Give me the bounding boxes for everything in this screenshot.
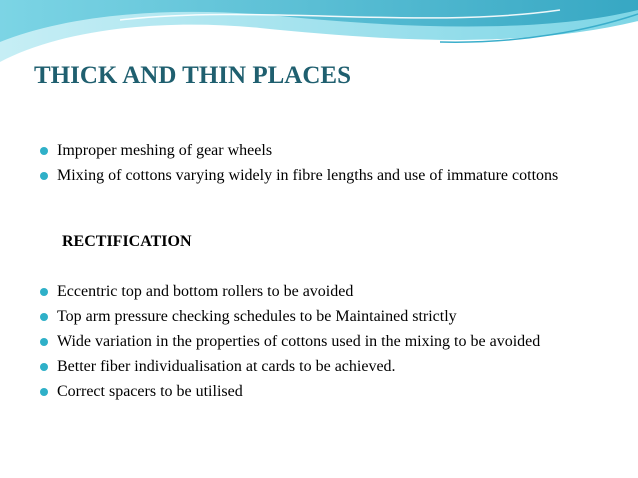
bullet-icon (40, 363, 48, 371)
list-item-text: Improper meshing of gear wheels (57, 142, 273, 159)
list-item-text: Wide variation in the properties of cottons used in the mixing to be avoided (57, 333, 541, 350)
bullet-icon (40, 172, 48, 180)
list-item (40, 332, 610, 351)
list-item (40, 382, 610, 401)
list-item (40, 307, 610, 326)
list-item (40, 141, 610, 160)
list-item-text: Better fiber individualisation at cards to be achieved. (57, 358, 396, 375)
bullet-icon (40, 388, 48, 396)
list-item (40, 166, 610, 185)
list-item (40, 282, 610, 301)
causes-list (40, 141, 610, 191)
list-item-text: Correct spacers to be utilised (57, 383, 243, 400)
bullet-icon (40, 313, 48, 321)
bullet-icon (40, 147, 48, 155)
slide-title: THICK AND THIN PLACES (34, 62, 351, 89)
list-item-text: Top arm pressure checking schedules to be Maintained strictly (57, 308, 457, 325)
bullet-icon (40, 338, 48, 346)
bullet-icon (40, 288, 48, 296)
list-item-text: Eccentric top and bottom rollers to be avoided (57, 283, 354, 300)
list-item-text: Mixing of cottons varying widely in fibre lengths and use of immature cottons (57, 167, 559, 184)
rectification-heading: RECTIFICATION (62, 233, 192, 250)
rectifications-list (40, 282, 610, 407)
list-item (40, 357, 610, 376)
